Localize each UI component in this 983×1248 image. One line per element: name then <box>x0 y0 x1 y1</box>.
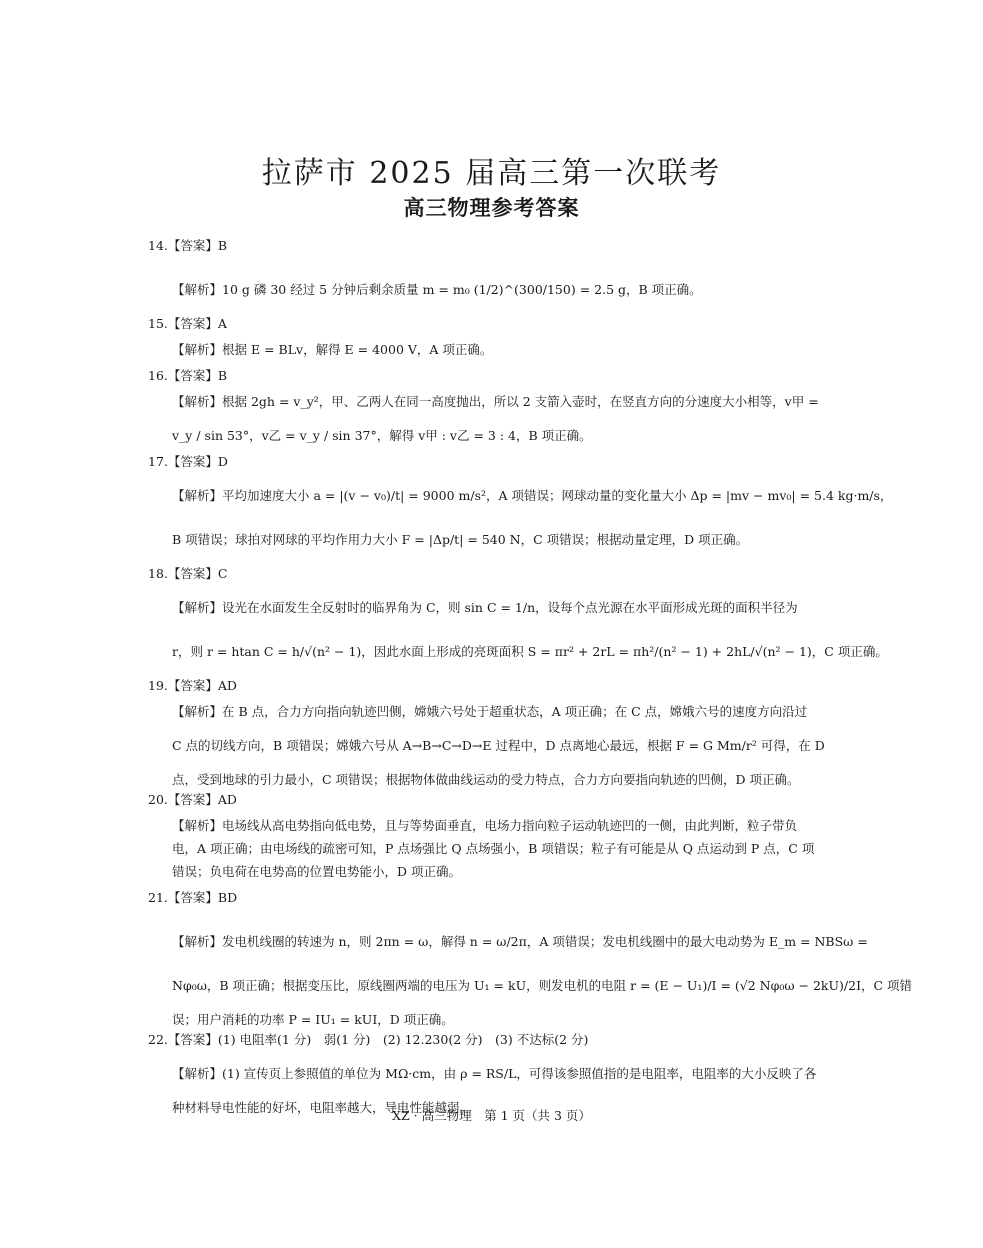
q17-answer: 17.【答案】D <box>148 454 228 469</box>
q20-analysis-2: 电，A 项正确；由电场线的疏密可知，P 点场强比 Q 点场强小，B 项错误；粒子有可能是从 Q 点运动到 P 点，C 项 <box>172 841 815 856</box>
document-subtitle: 高三物理参考答案 <box>403 196 580 220</box>
q22-analysis-1: 【解析】(1) 宣传页上参照值的单位为 MΩ·cm，由 ρ = RS/L，可得该参照值指的是电阻率，电阻率的大小反映了各 <box>172 1066 817 1081</box>
q19-analysis-2: C 点的切线方向，B 项错误；嫦娥六号从 A→B→C→D→E 过程中，D 点离地心最远，根据 F = G Mm/r² 可得，在 D <box>172 738 825 753</box>
q21-analysis-3: 误；用户消耗的功率 P = IU₁ = kUI，D 项正确。 <box>172 1012 454 1027</box>
q20-answer: 20.【答案】AD <box>148 792 237 807</box>
q16-analysis-1: 【解析】根据 2gh = v_y²，甲、乙两人在同一高度抛出，所以 2 支箭入壶时，在竖直方向的分速度大小相等，v甲 = <box>172 394 819 409</box>
q19-analysis-1: 【解析】在 B 点，合力方向指向轨迹凹侧，嫦娥六号处于超重状态，A 项正确；在 C 点，嫦娥六号的速度方向沿过 <box>172 704 808 719</box>
q22-answer: 22.【答案】(1) 电阻率(1 分) 弱(1 分) (2) 12.230(2 分) (3) 不达标(2 分) <box>148 1032 589 1047</box>
q18-answer: 18.【答案】C <box>148 566 228 581</box>
q14-answer: 14.【答案】B <box>148 238 228 253</box>
q16-analysis-2: v_y / sin 53°，v乙 = v_y / sin 37°，解得 v甲 : v乙 = 3 : 4，B 项正确。 <box>172 428 592 443</box>
q16-answer: 16.【答案】B <box>148 368 228 383</box>
q18-analysis-1: 【解析】设光在水面发生全反射时的临界角为 C，则 sin C = 1/n，设每个点光源在水平面形成光斑的面积半径为 <box>172 600 798 615</box>
q18-analysis-2: r，则 r = htan C = h/√(n² − 1)，因此水面上形成的亮斑面积 S = πr² + 2rL = πh²/(n² − 1) + 2hL/√(n² − 1)，C 项正确。 <box>172 644 888 659</box>
document-title: 拉萨市 2025 届高三第一次联考 <box>261 156 722 191</box>
q22-analysis-2: 种材料导电性能的好坏，电阻率越大，导电性能越弱。 <box>172 1100 473 1115</box>
q19-analysis-3: 点，受到地球的引力最小，C 项错误；根据物体做曲线运动的受力特点，合力方向要指向轨迹的凹侧，D 项正确。 <box>172 772 800 787</box>
q15-answer: 15.【答案】A <box>148 316 227 331</box>
q21-analysis-2: Nφ₀ω，B 项正确；根据变压比，原线圈两端的电压为 U₁ = kU，则发电机的电阻 r = (E − U₁)/I = (√2 Nφ₀ω − 2kU)/2I，C 项错 <box>172 978 913 993</box>
q15-analysis: 【解析】根据 E = BLv，解得 E = 4000 V，A 项正确。 <box>172 342 493 357</box>
q17-analysis-2: B 项错误；球拍对网球的平均作用力大小 F = |Δp/t| = 540 N，C 项错误；根据动量定理，D 项正确。 <box>172 532 749 547</box>
answer-body <box>148 236 913 1118</box>
q21-answer: 21.【答案】BD <box>148 890 238 905</box>
q14-analysis: 【解析】10 g 磷 30 经过 5 分钟后剩余质量 m = m₀ (1/2)^(300/150) = 2.5 g，B 项正确。 <box>172 282 702 297</box>
q17-analysis-1: 【解析】平均加速度大小 a = |(v − v₀)/t| = 9000 m/s²，A 项错误；网球动量的变化量大小 Δp = |mv − mv₀| = 5.4 kg·m/s， <box>172 488 893 503</box>
page-footer: XZ · 高三物理 第 1 页（共 3 页） <box>392 1108 591 1123</box>
q19-answer: 19.【答案】AD <box>148 678 237 693</box>
q21-analysis-1: 【解析】发电机线圈的转速为 n，则 2πn = ω，解得 n = ω/2π，A 项错误；发电机线圈中的最大电动势为 E_m = NBSω = <box>172 934 868 949</box>
q20-analysis-3: 错误；负电荷在电势高的位置电势能小，D 项正确。 <box>172 864 461 879</box>
q20-analysis-1: 【解析】电场线从高电势指向低电势，且与等势面垂直，电场力指向粒子运动轨迹凹的一侧，由此判断，粒子带负 <box>172 818 798 833</box>
